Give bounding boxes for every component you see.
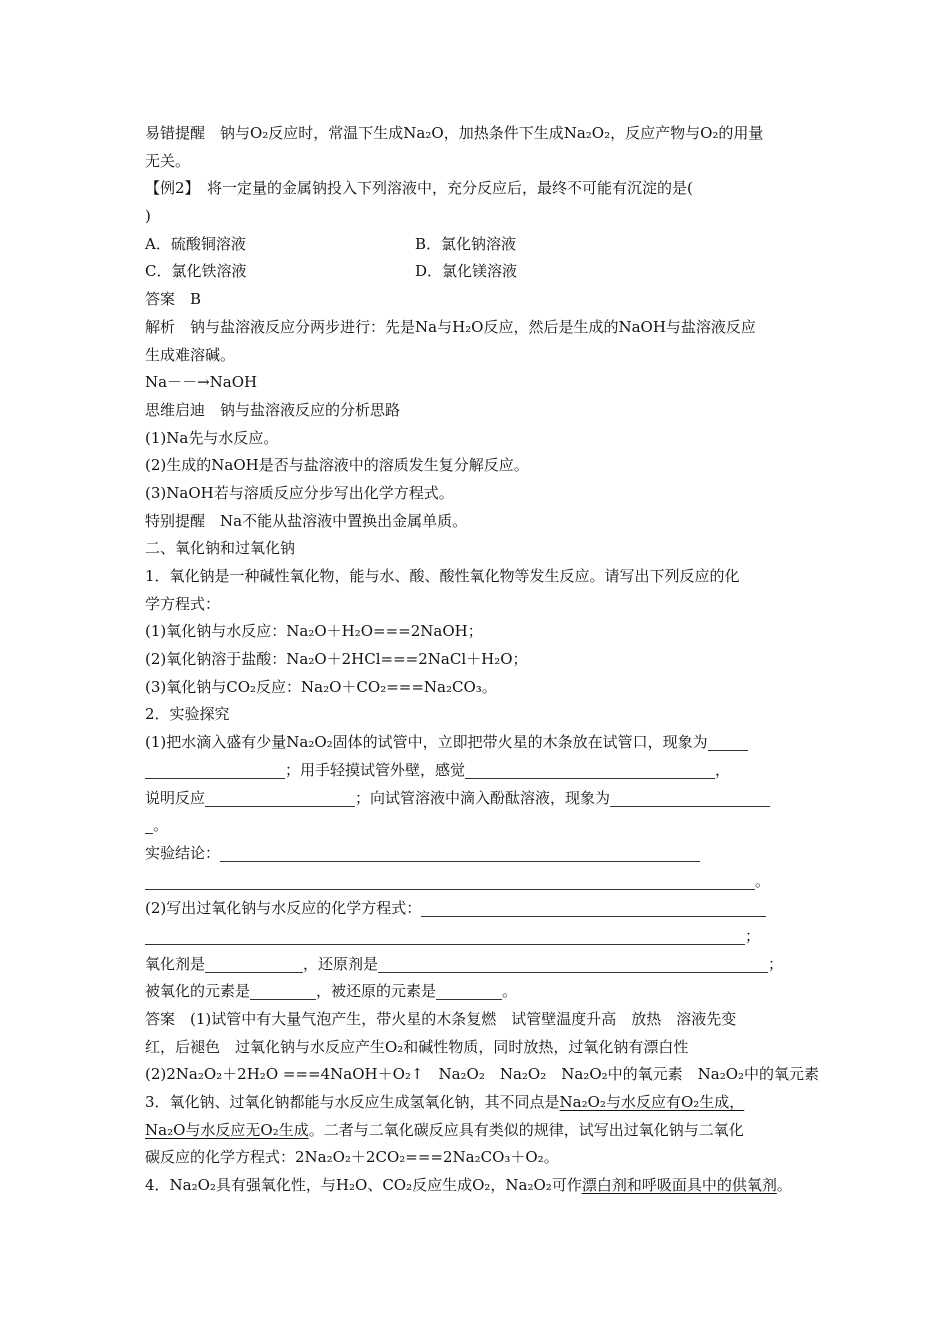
equation-1: (1)氧化钠与水反应：Na₂O＋H₂O===2NaOH；	[145, 622, 483, 641]
document-page	[145, 120, 820, 1200]
blank	[465, 761, 715, 779]
blank	[610, 789, 770, 807]
section-heading: 二、氧化钠和过氧化钠	[145, 539, 296, 558]
thinking-step-3: (3)NaOH若与溶质反应分步写出化学方程式。	[145, 483, 454, 502]
blank	[378, 955, 768, 973]
answer-line: 答案 B	[145, 290, 202, 309]
item-3-line: 3．氧化钠、过氧化钠都能与水反应生成氢氧化钠，其不同点是Na₂O₂与水反应有O₂生成，	[145, 1093, 745, 1112]
option-a: A．硫酸铜溶液	[145, 234, 246, 253]
item-1-text: 1．氧化钠是一种碱性氧化物，能与水、酸、酸性氧化物等发生反应。请写出下列反应的化	[145, 567, 740, 585]
experiment-line: (1)把水滴入盛有少量Na₂O₂固体的试管中，立即把带火星的木条放在试管口，现象为	[145, 729, 815, 757]
blank	[145, 761, 285, 779]
answer-underlined: 漂白剂和呼吸面具中的供氧剂	[581, 1176, 777, 1195]
analysis-line: 解析 钠与盐溶液反应分两步进行：先是Na与H₂O反应，然后是生成的NaOH与盐溶液反应	[145, 317, 756, 336]
blank	[708, 733, 748, 751]
option-c: C．氯化铁溶液	[145, 262, 247, 281]
blank	[421, 899, 766, 917]
experiment-line-3: 说明反应 ；向试管溶液中滴入酚酞溶液，现象为	[145, 785, 815, 813]
item-3-line-3: 碳反应的化学方程式：2Na₂O₂＋2CO₂===2Na₂CO₃＋O₂。	[145, 1148, 559, 1167]
answer-underlined: Na₂O₂与水反应有O₂生成，	[559, 1093, 745, 1112]
conclusion-line-2: 。	[145, 868, 815, 896]
blank	[205, 955, 303, 973]
conclusion-line: 实验结论：	[145, 840, 815, 868]
oxidant-line: 氧化剂是 ，还原剂是 ；	[145, 954, 784, 973]
element-line: 被氧化的元素是 ，被还原的元素是 。	[145, 982, 518, 1001]
answer-underlined: Na₂O与水反应无O₂生成	[145, 1120, 309, 1139]
answer-2-equation: (2)2Na₂O₂＋2H₂O ===4NaOH＋O₂↑ Na₂O₂ Na₂O₂ Na₂O₂中的氧元素 Na₂O₂中的氧元素	[145, 1065, 820, 1084]
options-row-1	[145, 231, 815, 259]
equation-question: (2)写出过氧化钠与水反应的化学方程式：	[145, 895, 815, 923]
item-4-line: 4．Na₂O₂具有强氧化性，与H₂O、CO₂反应生成O₂，Na₂O₂可作漂白剂和呼吸面具中的供氧剂。	[145, 1176, 792, 1195]
blank	[436, 982, 502, 1000]
options-row-2	[145, 258, 815, 286]
option-b: B．氯化钠溶液	[415, 234, 517, 253]
analysis-line-cont: 生成难溶碱。	[145, 345, 236, 364]
thinking-step-2: (2)生成的NaOH是否与盐溶液中的溶质发生复分解反应。	[145, 456, 529, 475]
blank	[250, 982, 316, 1000]
equation-question-2: ；	[145, 923, 815, 951]
blank	[205, 789, 355, 807]
equation-3: (3)氧化钠与CO₂反应：Na₂O＋CO₂===Na₂CO₃。	[145, 677, 497, 696]
example-question-cont: )	[145, 207, 151, 226]
item-1-text-cont: 学方程式：	[145, 594, 221, 613]
reaction-scheme: Na－－→NaOH	[145, 373, 258, 392]
experiment-line-4: 。	[145, 812, 815, 840]
blank	[145, 927, 745, 945]
blank	[145, 816, 153, 834]
answer-2-line-cont: 红，后褪色 过氧化钠与水反应产生O₂和碱性物质，同时放热，过氧化钠有漂白性	[145, 1037, 689, 1056]
tip-line-cont: 无关。	[145, 151, 191, 170]
special-tip: 特别提醒 Na不能从盐溶液中置换出金属单质。	[145, 511, 468, 530]
option-d: D．氯化镁溶液	[415, 262, 518, 281]
experiment-line-2: ；用手轻摸试管外壁，感觉 ，	[145, 757, 815, 785]
thinking-heading: 思维启迪 钠与盐溶液反应的分析思路	[145, 400, 401, 419]
item-3-line-2: Na₂O与水反应无O₂生成。二者与二氧化碳反应具有类似的规律，试写出过氧化钠与二氧化	[145, 1120, 744, 1139]
tip-line: 易错提醒 钠与O₂反应时，常温下生成Na₂O，加热条件下生成Na₂O₂，反应产物与O₂的用量	[145, 124, 764, 142]
equation-2: (2)氧化钠溶于盐酸：Na₂O＋2HCl===2NaCl＋H₂O；	[145, 650, 528, 669]
blank	[220, 844, 700, 862]
thinking-step-1: (1)Na先与水反应。	[145, 428, 279, 447]
example-question: 【例2】 将一定量的金属钠投入下列溶液中，充分反应后，最终不可能有沉淀的是(	[145, 179, 693, 198]
blank	[145, 872, 755, 890]
item-2-heading: 2．实验探究	[145, 705, 230, 724]
answer-2-line: 答案 (1)试管中有大量气泡产生，带火星的木条复燃 试管壁温度升高 放热 溶液先变	[145, 1010, 737, 1028]
